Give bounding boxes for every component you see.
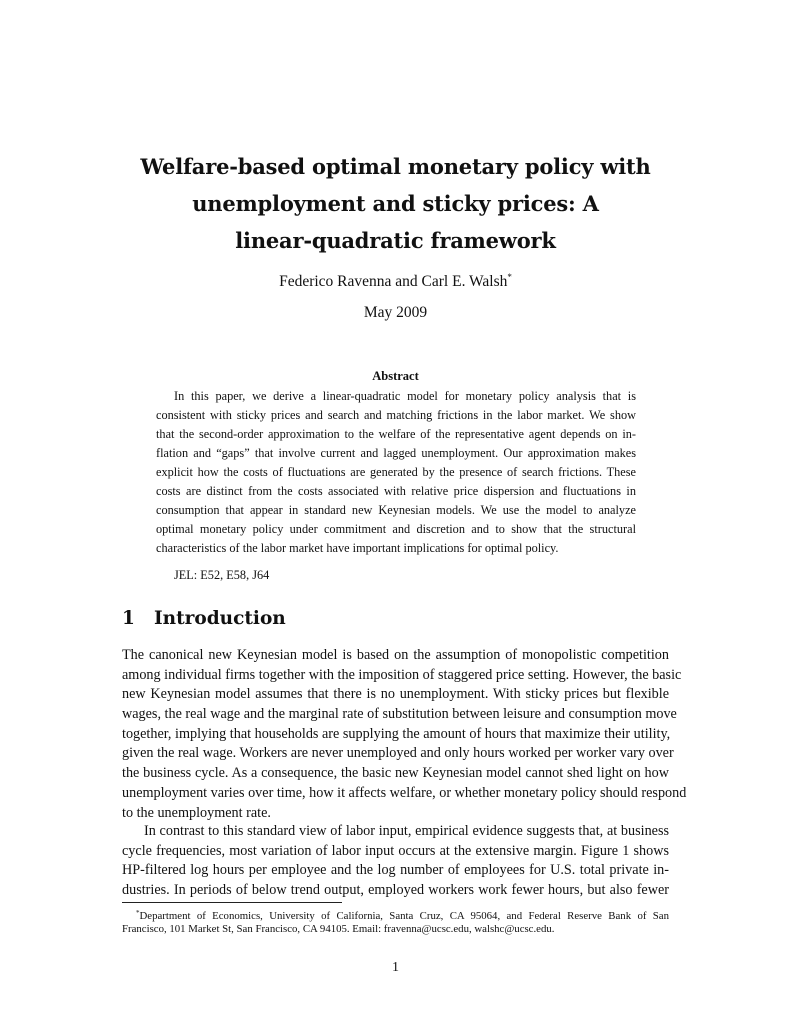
text-line: The canonical new Keynesian model is based on the assumption of monopolistic competition (122, 647, 669, 663)
text-line: given the real wage. Workers are never unemployed and only hours worked per worker vary over (122, 745, 674, 762)
text-line: In contrast to this standard view of labor input, empirical evidence suggests that, at business (144, 823, 669, 839)
text-line: new Keynesian model assumes that there is no unemployment. With sticky prices but flexible (122, 686, 669, 703)
jel-codes: JEL: E52, E58, J64 (174, 568, 270, 582)
footnote-marker: * (136, 909, 140, 917)
abstract-body (156, 387, 636, 558)
text-line: the business cycle. As a consequence, the basic new Keynesian model cannot shed light on how (122, 765, 669, 782)
title-line: linear-quadratic framework (235, 228, 556, 253)
page-number: 1 (392, 960, 399, 975)
text-line: to the unemployment rate. (122, 804, 271, 821)
text-line: among individual firms together with the imposition of staggered price setting. However, the basic (122, 666, 682, 683)
footnote-rule (122, 902, 342, 903)
section-title: Introduction (154, 608, 286, 629)
text-line: together, implying that households are supplying the amount of hours that maximize their utility, (122, 725, 671, 742)
title-line: unemployment and sticky prices: A (192, 191, 599, 216)
text-line: dustries. In periods of below trend output, employed workers work fewer hours, but also fewer (122, 882, 669, 899)
author-names: Federico Ravenna and Carl E. Walsh (279, 273, 508, 290)
text-line: HP-filtered log hours per employee and the log number of employees for U.S. total private in- (122, 862, 669, 879)
footnote-text: Department of Economics, University of California, Santa Cruz, CA 95064, and Federal Reserve Bank of San (139, 910, 669, 922)
paragraph (122, 646, 687, 823)
title-line: Welfare-based optimal monetary policy with (140, 154, 651, 179)
text-line: unemployment varies over time, how it affects welfare, or whether monetary policy should respond (122, 784, 687, 801)
authors (0, 272, 791, 291)
text-line: cycle frequencies, most variation of labor input occurs at the extensive margin. Figure 1 shows (122, 842, 669, 859)
paper-title (100, 148, 691, 259)
abstract-line: consumption that appear in standard new Keynesian models. We use the model to analyze (156, 503, 636, 517)
paragraph (122, 822, 669, 901)
abstract-line: In this paper, we derive a linear-quadratic model for monetary policy analysis that is (174, 389, 636, 403)
abstract-line: characteristics of the labor market have important implications for optimal policy. (156, 541, 559, 555)
abstract-line: costs are distinct from the costs associated with relative price dispersion and fluctuations in (156, 484, 636, 498)
footnote (122, 905, 669, 937)
footnote-line (122, 905, 669, 921)
text-line: wages, the real wage and the marginal rate of substitution between leisure and consumption move (122, 706, 677, 723)
footnote-marker: * (507, 272, 512, 282)
section-number: 1 (122, 608, 135, 629)
abstract-line: that the second-order approximation to the welfare of the representative agent depends on in- (156, 427, 636, 441)
abstract-line: consistent with sticky prices and search and matching frictions in the labor market. We show (156, 408, 636, 422)
section-heading (122, 608, 286, 629)
abstract-line: explicit how the costs of fluctuations are generated by the presence of search frictions. These (156, 465, 636, 479)
date: May 2009 (363, 304, 428, 321)
abstract-line: optimal monetary policy under commitment and discretion and to show that the structural (156, 522, 636, 536)
footnote-line: Francisco, 101 Market St, San Francisco, CA 94105. Email: fravenna@ucsc.edu, walshc@ucsc.edu. (122, 923, 555, 935)
abstract-line: flation and “gaps” that involve current and lagged unemployment. Our approximation makes (156, 446, 636, 460)
abstract-heading: Abstract (372, 369, 419, 383)
